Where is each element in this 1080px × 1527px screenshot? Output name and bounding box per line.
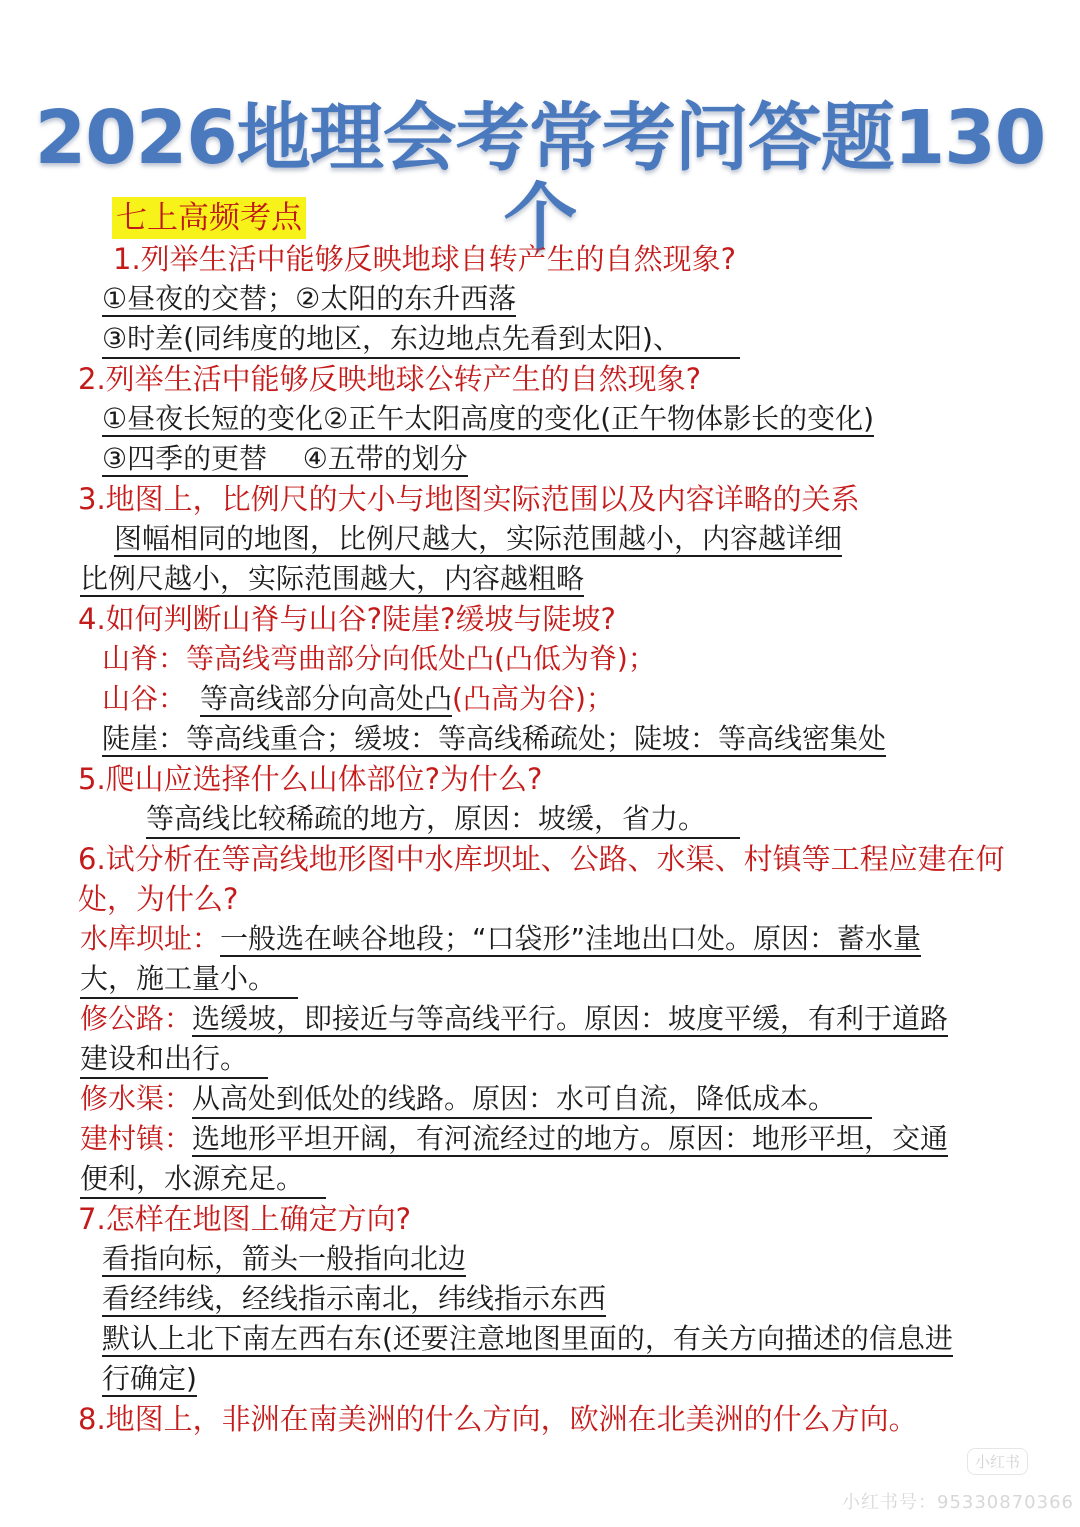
valley-label: 山谷： xyxy=(102,682,187,715)
answer-text: 选缓坡，即接近与等高线平行。原因：坡度平缓，有利于道路 xyxy=(192,1002,949,1035)
answer-4-valley xyxy=(102,681,614,717)
answer-7-line-1 xyxy=(102,1241,466,1277)
answer-text: 等高线比较稀疏的地方，原因：坡缓，省力。 xyxy=(146,801,740,839)
answer-3-line-1 xyxy=(114,521,842,557)
answer-6-dam-cont xyxy=(80,961,298,999)
answer-6-town-cont xyxy=(80,1161,326,1199)
valley-note: (凸高为谷)； xyxy=(452,682,614,715)
answer-7-line-3 xyxy=(102,1321,953,1357)
answer-text: 一般选在峡谷地段；“口袋形”洼地出口处。原因：蓄水量 xyxy=(220,922,922,955)
answer-4-slope xyxy=(102,721,886,757)
answer-text: ①昼夜长短的变化②正午太阳高度的变化(正午物体影长的变化) xyxy=(102,402,875,435)
answer-text: 看经纬线，经线指示南北，纬线指示东西 xyxy=(102,1282,607,1315)
answer-text: 选地形平坦开阔，有河流经过的地方。原因：地形平坦，交通 xyxy=(192,1122,949,1155)
watermark-id: 小红书号：95330870366 xyxy=(842,1492,1074,1513)
answer-text: ③时差(同纬度的地区，东边地点先看到太阳)、 xyxy=(102,321,740,359)
answer-3-line-2 xyxy=(80,561,584,597)
answer-text: 大，施工量小。 xyxy=(80,961,298,999)
answer-text: 建设和出行。 xyxy=(80,1041,268,1079)
answer-text: ①昼夜的交替；②太阳的东升西落 xyxy=(102,282,517,315)
answer-text: 默认上北下南左西右东(还要注意地图里面的，有关方向描述的信息进 xyxy=(102,1322,953,1355)
question-8: 8.地图上，非洲在南美洲的什么方向，欧洲在北美洲的什么方向。 xyxy=(78,1402,918,1436)
town-label: 建村镇： xyxy=(80,1122,193,1155)
dam-label: 水库坝址： xyxy=(80,922,221,955)
answer-6-dam xyxy=(80,921,921,957)
section-heading: 七上高频考点 xyxy=(112,197,306,239)
answer-7-line-4 xyxy=(102,1361,197,1397)
answer-text: 图幅相同的地图，比例尺越大，实际范围越小，内容越详细 xyxy=(114,522,843,555)
answer-text: 陡崖：等高线重合；缓坡：等高线稀疏处；陡坡：等高线密集处 xyxy=(102,722,887,755)
answer-text: 看指向标，箭头一般指向北边 xyxy=(102,1242,467,1275)
answer-text: 便利，水源充足。 xyxy=(80,1161,326,1199)
page-title: 2026地理会考常考问答题130个 xyxy=(34,95,1046,261)
answer-6-road xyxy=(80,1001,948,1037)
answer-6-road-cont xyxy=(80,1041,268,1079)
question-7: 7.怎样在地图上确定方向? xyxy=(78,1202,412,1236)
answer-text: 从高处到低处的线路。原因：水可自流，降低成本。 xyxy=(192,1081,872,1119)
question-6-line-1: 6.试分析在等高线地形图中水库坝址、公路、水渠、村镇等工程应建在何 xyxy=(78,842,1005,876)
answer-text: 等高线部分向高处凸 xyxy=(200,682,453,715)
answer-text: ③四季的更替 ④五带的划分 xyxy=(102,442,468,475)
answer-text: 行确定) xyxy=(102,1362,197,1395)
question-1: 1.列举生活中能够反映地球自转产生的自然现象? xyxy=(113,242,737,276)
canal-label: 修水渠： xyxy=(80,1082,193,1115)
answer-2-line-2 xyxy=(102,441,468,477)
question-6-line-2: 处，为什么? xyxy=(78,882,239,916)
question-3: 3.地图上，比例尺的大小与地图实际范围以及内容详略的关系 xyxy=(78,482,860,516)
road-label: 修公路： xyxy=(80,1002,193,1035)
answer-2-line-1 xyxy=(102,401,874,437)
watermark-logo: 小红书 xyxy=(967,1448,1028,1475)
answer-4-ridge: 山脊：等高线弯曲部分向低处凸(凸低为脊)； xyxy=(102,642,656,675)
question-2: 2.列举生活中能够反映地球公转产生的自然现象? xyxy=(78,362,702,396)
question-5: 5.爬山应选择什么山体部位?为什么? xyxy=(78,762,543,796)
answer-1-line-1 xyxy=(102,281,516,317)
answer-text: 比例尺越小，实际范围越大，内容越粗略 xyxy=(80,562,585,595)
question-4: 4.如何判断山脊与山谷?陡崖?缓坡与陡坡? xyxy=(78,602,616,636)
answer-6-canal xyxy=(80,1081,872,1119)
answer-5-line-1 xyxy=(146,801,740,839)
answer-1-line-2 xyxy=(102,321,740,359)
answer-7-line-2 xyxy=(102,1281,606,1317)
answer-6-town xyxy=(80,1121,948,1157)
